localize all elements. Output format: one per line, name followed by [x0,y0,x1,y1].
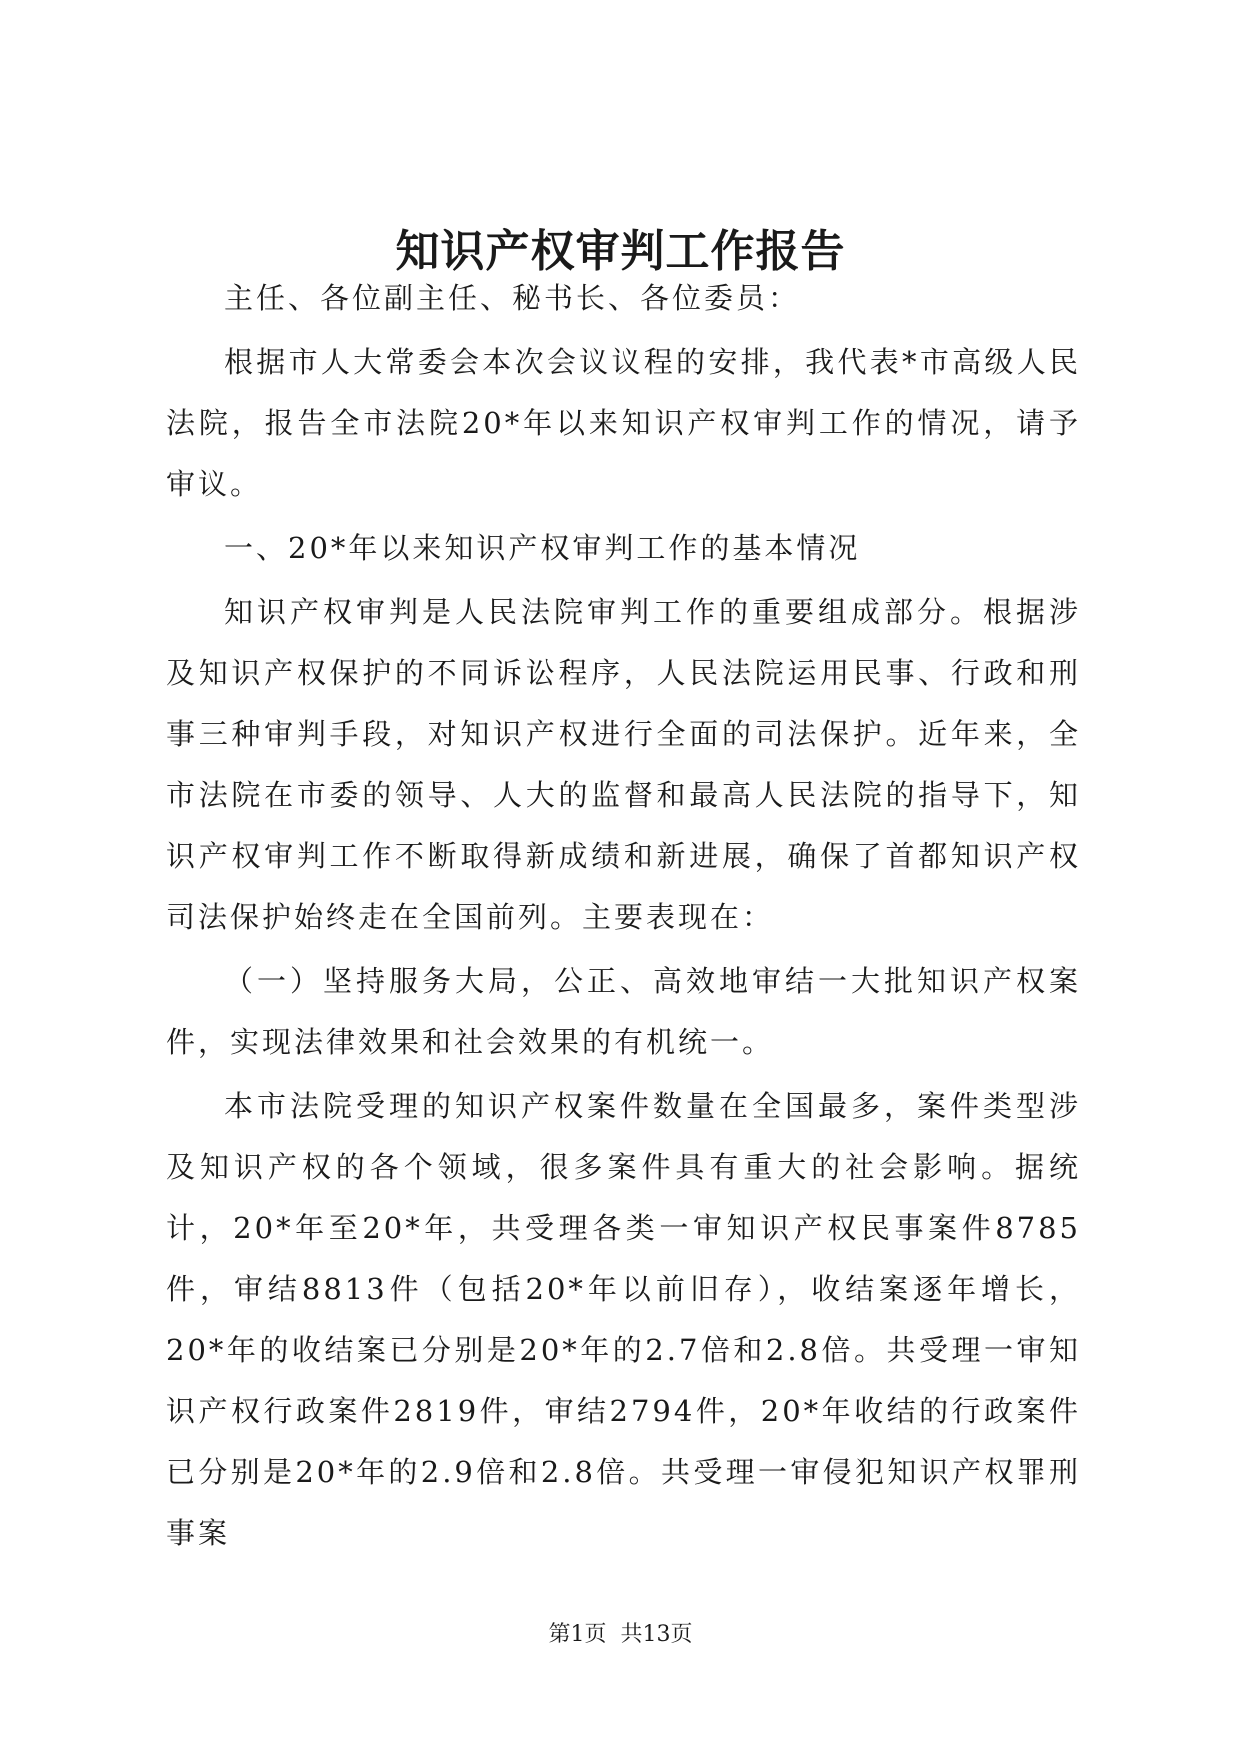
intro-paragraph: 根据市人大常委会本次会议议程的安排，我代表*市高级人民法院，报告全市法院20*年以来知识产权审判工作的情况，请予审议。 [166,345,1081,501]
document-body [166,268,1081,1567]
page-number: 第1页 [548,1622,607,1647]
subsection-heading: （一）坚持服务大局，公正、高效地审结一大批知识产权案件，实现法律效果和社会效果的有机统一。 [166,964,1081,1059]
page-footer [0,1620,1241,1650]
section-heading: 一、20*年以来知识产权审判工作的基本情况 [224,531,861,565]
page-total: 共13页 [620,1622,693,1647]
document-title: 知识产权审判工作报告 [395,226,846,277]
salutation-paragraph: 主任、各位副主任、秘书长、各位委员： [224,281,801,315]
overview-paragraph: 知识产权审判是人民法院审判工作的重要组成部分。根据涉及知识产权保护的不同诉讼程序，人民法院运用民事、行政和刑事三种审判手段，对知识产权进行全面的司法保护。近年来，全市法院在市委的领导、人大的监督和最高人民法院的指导下，知识产权审判工作不断取得新成绩和新进展，确保了首都知识产权司法保护始终走在全国前列。主要表现在： [166,595,1081,934]
statistics-paragraph: 本市法院受理的知识产权案件数量在全国最多，案件类型涉及知识产权的各个领域，很多案件具有重大的社会影响。据统计，20*年至20*年，共受理各类一审知识产权民事案件8785件，审结8813件（包括20*年以前旧存），收结案逐年增长，20*年的收结案已分别是20*年的2.7倍和2.8倍。共受理一审知识产权行政案件2819件，审结2794件，20*年收结的行政案件已分别是20*年的2.9倍和2.8倍。共受理一审侵犯知识产权罪刑事案 [166,1089,1081,1550]
